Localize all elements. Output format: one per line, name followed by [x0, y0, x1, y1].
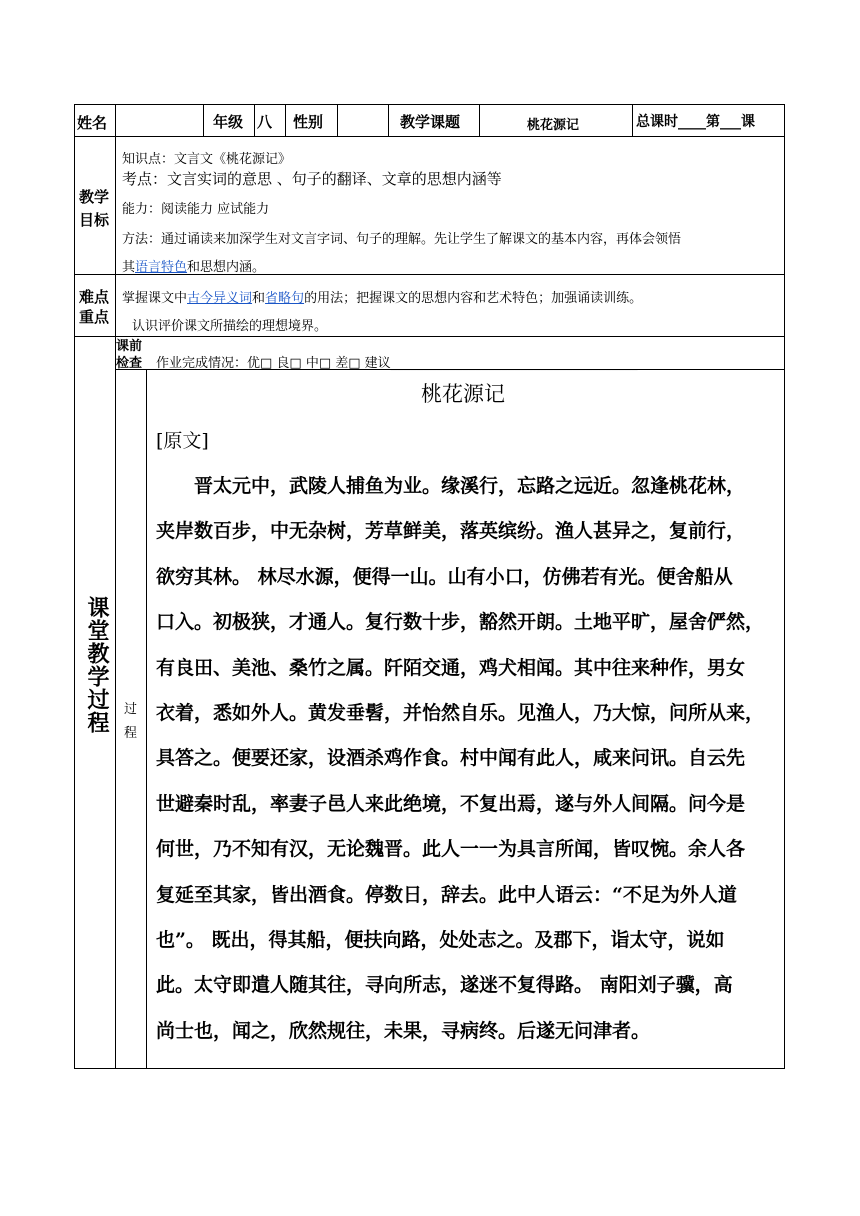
- table-col-divider: [632, 104, 633, 137]
- process-label: 课堂教学过程: [84, 596, 110, 734]
- table-col-divider: [146, 369, 147, 1069]
- section-tag: [原文]: [156, 430, 209, 452]
- language-features-link[interactable]: 语言特色: [135, 260, 188, 275]
- passage-line: 有良田、美池、桑竹之属。阡陌交通，鸡犬相闻。其中往来种作，男女: [156, 656, 746, 679]
- passage-line: 世避秦时乱，率妻子邑人来此绝境，不复出焉，遂与外人间隔。问今是: [156, 792, 746, 815]
- table-col-divider: [285, 104, 286, 137]
- difficulty-line1: [122, 287, 642, 306]
- process-sub-label-line1: 过: [124, 702, 138, 717]
- difficulty-line2: 认识评价课文所描绘的理想境界。: [132, 319, 328, 334]
- table-border-left: [74, 104, 75, 1069]
- goals-label-line2: 目标: [79, 211, 110, 229]
- difficulty-label-line1: 难点: [79, 288, 110, 306]
- passage-line: 夹岸数百步，中无杂树，芳草鲜美，落英缤纷。渔人甚异之，复前行，: [156, 520, 746, 543]
- passage-line: 尚士也，闻之，欣然规往，未果，寻病终。后遂无问津者。: [156, 1019, 651, 1042]
- passage-line: 也”。 既出，得其船，便扶向路，处处志之。及郡下，诣太守，说如: [156, 929, 725, 952]
- difficulty-line1-post: 的用法；把握课文的思想内容和艺术特色；加强诵读训练。: [304, 291, 643, 306]
- name-label: 姓名: [77, 114, 108, 132]
- table-col-divider: [254, 104, 255, 137]
- table-col-divider: [337, 104, 338, 137]
- precheck-label-line1: 课前: [116, 339, 143, 354]
- topic-label: 教学课题: [400, 113, 461, 131]
- passage-line: 复延至其家，皆出酒食。停数日，辞去。此中人语云：“不足为外人道: [156, 883, 737, 906]
- method-line2-post: 和思想内涵。: [187, 260, 266, 275]
- elliptical-sentence-link[interactable]: 省略句: [265, 291, 305, 306]
- passage-line: 何世，乃不知有汉，无论魏晋。此人一一为具言所闻，皆叹惋。余人各: [156, 838, 746, 861]
- total-hours-label: 总课时____第___课: [636, 114, 755, 130]
- method-line2-pre: 其: [122, 260, 136, 275]
- precheck-label-line2: 检查: [116, 356, 143, 371]
- lesson-plan-table: [74, 104, 785, 1069]
- passage-line: 口入。初极狭，才通人。复行数十步，豁然开朗。土地平旷，屋舍俨然，: [156, 611, 765, 634]
- table-border-top: [74, 104, 785, 105]
- ability-point: 能力：阅读能力 应试能力: [122, 202, 270, 217]
- topic-value: 桃花源记: [527, 118, 580, 133]
- table-row-divider: [74, 336, 785, 337]
- table-col-divider: [388, 104, 389, 137]
- passage-line: 晋太元中，武陵人捕鱼为业。缘溪行，忘路之远近。忽逢桃花林，: [156, 475, 746, 497]
- ancient-modern-words-link[interactable]: 古今异义词: [187, 291, 253, 306]
- goals-label-line1: 教学: [79, 188, 110, 206]
- table-col-divider: [479, 104, 480, 137]
- table-border-bottom: [74, 1068, 785, 1069]
- process-sub-label-line2: 程: [124, 726, 138, 741]
- difficulty-label-line2: 重点: [79, 308, 110, 326]
- grade-label: 年级: [213, 113, 244, 131]
- passage-line: 衣着，悉如外人。黄发垂髫，并怡然自乐。见渔人，乃大惊，问所从来，: [156, 702, 765, 725]
- passage-body: [156, 464, 786, 1054]
- method-line2: [122, 256, 265, 275]
- knowledge-point: 知识点：文言文《桃花源记》: [122, 152, 292, 167]
- table-row-divider: [74, 136, 785, 137]
- passage-line: 具答之。便要还家，设酒杀鸡作食。村中闻有此人，咸来问讯。自云先: [156, 747, 746, 770]
- passage-line: 此。太守即遣人随其往，寻向所志，遂迷不复得路。 南阳刘子骥，高: [156, 974, 733, 997]
- gender-label: 性别: [293, 113, 324, 131]
- table-col-divider: [203, 104, 204, 137]
- table-col-divider: [115, 104, 116, 1069]
- grade-value: 八: [257, 113, 273, 131]
- difficulty-line1-mid: 和: [252, 291, 266, 306]
- difficulty-line1-pre: 掌握课文中: [122, 291, 188, 306]
- passage-line: 欲穷其林。 林尽水源，便得一山。山有小口，仿佛若有光。便舍船从: [156, 565, 733, 588]
- homework-check: 作业完成情况：优□ 良□ 中□ 差□ 建议______________________________________: [156, 356, 638, 371]
- method-line1: 方法：通过诵读来加深学生对文言字词、句子的理解。先让学生了解课文的基本内容，再体会领悟: [122, 232, 682, 247]
- passage-title: 桃花源记: [421, 382, 505, 406]
- exam-point: 考点：文言实词的意思 、句子的翻译、文章的思想内涵等: [122, 170, 502, 188]
